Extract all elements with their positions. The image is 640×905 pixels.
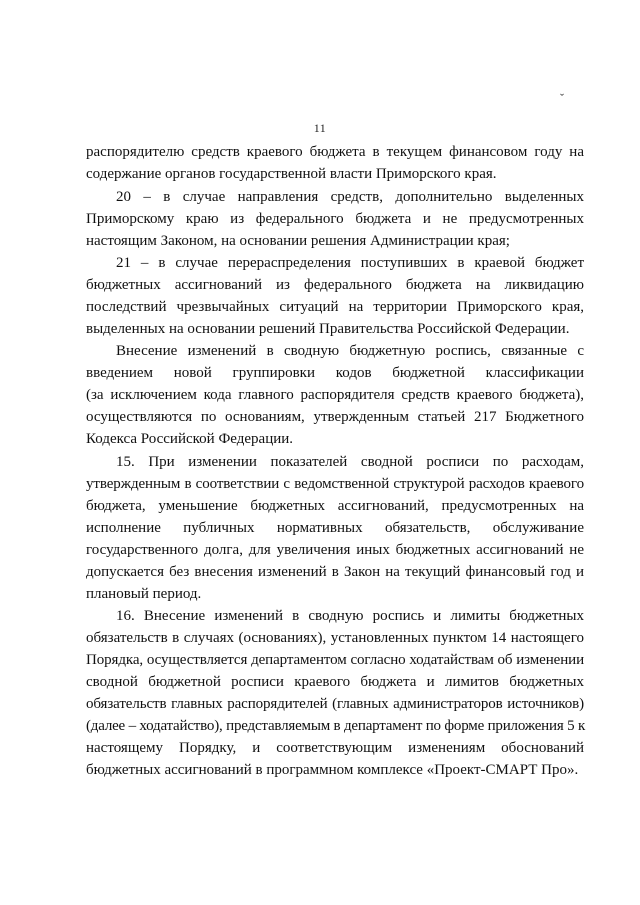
text-line: последствий чрезвычайных ситуаций на территории Приморского края,: [86, 299, 584, 315]
text-line: обязательств главных распорядителей (главных администраторов источников): [86, 696, 584, 712]
text-line: Внесение изменений в сводную бюджетную роспись, связанные с: [116, 343, 584, 359]
text-line: сводной бюджетной росписи краевого бюджета и лимитов бюджетных: [86, 674, 584, 690]
text-line: Кодекса Российской Федерации.: [86, 431, 294, 447]
text-line: бюджета, уменьшение бюджетных ассигнований, предусмотренных на: [86, 498, 584, 514]
text-line: осуществляются по основаниям, утвержденным статьей 217 Бюджетного: [86, 409, 584, 425]
text-line: (далее – ходатайство), представляемым в департамент по форме приложения 5 к: [86, 718, 586, 734]
text-line: обязательств в случаях (основаниях), установленных пунктом 14 настоящего: [86, 630, 584, 646]
text-line: 16. Внесение изменений в сводную роспись и лимиты бюджетных: [116, 608, 584, 624]
text-line: выделенных на основании решений Правительства Российской Федерации.: [86, 321, 570, 337]
text-line: плановый период.: [86, 586, 202, 602]
text-line: Приморскому краю из федерального бюджета и не предусмотренных: [86, 211, 584, 227]
page-number: 11: [313, 121, 327, 135]
scan-mark: ˇ: [560, 91, 564, 105]
text-line: (за исключением кода главного распорядителя средств краевого бюджета),: [86, 387, 584, 403]
text-line: бюджетных ассигнований в программном комплексе «Проект-СМАРТ Про».: [86, 762, 579, 778]
text-line: государственного долга, для увеличения иных бюджетных ассигнований не: [86, 542, 584, 558]
text-line: настоящим Законом, на основании решения Администрации края;: [86, 233, 510, 249]
text-line: бюджетных ассигнований из федерального бюджета на ликвидацию: [86, 277, 584, 293]
text-line: настоящему Порядку, и соответствующим изменениям обоснований: [86, 740, 584, 756]
text-line: Порядка, осуществляется департаментом согласно ходатайствам об изменении: [86, 652, 584, 668]
text-line: содержание органов государственной власти Приморского края.: [86, 166, 497, 182]
text-line: введением новой группировки кодов бюджетной классификации: [86, 365, 584, 381]
text-line: исполнение публичных нормативных обязательств, обслуживание: [86, 520, 584, 536]
text-line: допускается без внесения изменений в Закон на текущий финансовый год и: [86, 564, 584, 580]
text-line: утвержденным в соответствии с ведомственной структурой расходов краевого: [86, 476, 584, 492]
text-line: 21 – в случае перераспределения поступивших в краевой бюджет: [116, 255, 584, 271]
text-line: распорядителю средств краевого бюджета в текущем финансовом году на: [86, 144, 584, 160]
text-line: 15. При изменении показателей сводной росписи по расходам,: [116, 454, 584, 470]
text-line: 20 – в случае направления средств, дополнительно выделенных: [116, 189, 584, 205]
